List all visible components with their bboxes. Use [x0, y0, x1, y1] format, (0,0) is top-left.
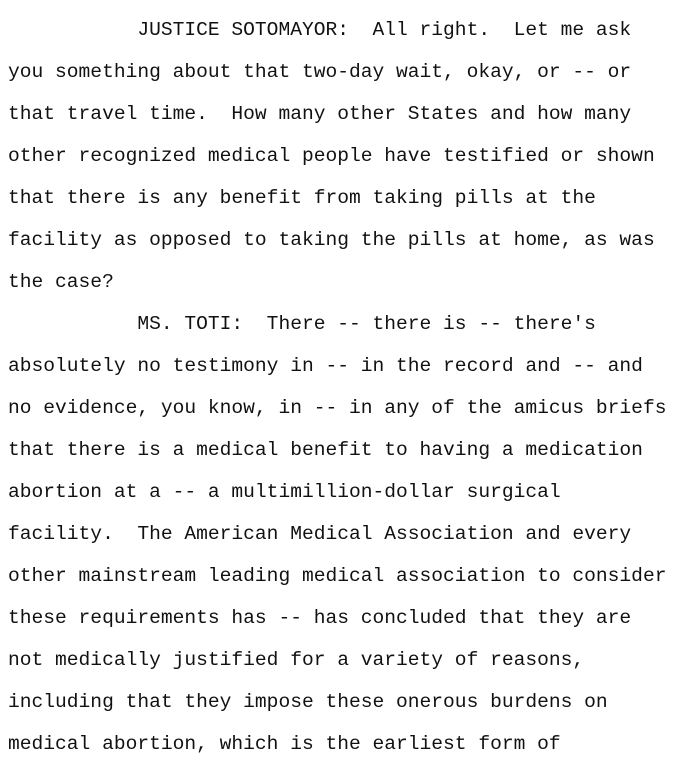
transcript-line: other mainstream leading medical association to consider — [8, 565, 667, 587]
transcript-line: the case? — [8, 271, 114, 293]
transcript-line: you something about that two-day wait, okay, or -- or — [8, 61, 632, 83]
transcript-line: JUSTICE SOTOMAYOR: All right. Let me ask — [8, 19, 632, 41]
transcript-line: no evidence, you know, in -- in any of the amicus briefs — [8, 397, 667, 419]
transcript-line: that there is any benefit from taking pills at the — [8, 187, 596, 209]
transcript-line: medical abortion, which is the earliest form of — [8, 733, 561, 755]
transcript-line: that travel time. How many other States and how many — [8, 103, 632, 125]
transcript-line: facility as opposed to taking the pills at home, as was — [8, 229, 655, 251]
transcript-line: MS. TOTI: There -- there is -- there's — [8, 313, 596, 335]
transcript-line: not medically justified for a variety of reasons, — [8, 649, 585, 671]
transcript-line: including that they impose these onerous burdens on — [8, 691, 608, 713]
transcript-line: these requirements has -- has concluded that they are — [8, 607, 632, 629]
transcript-line: other recognized medical people have testified or shown — [8, 145, 655, 167]
transcript-line: abortion at a -- a multimillion-dollar surgical — [8, 481, 561, 503]
transcript-line: absolutely no testimony in -- in the record and -- and — [8, 355, 643, 377]
transcript-line: that there is a medical benefit to having a medication — [8, 439, 643, 461]
transcript-page — [8, 9, 673, 765]
transcript-line: facility. The American Medical Association and every — [8, 523, 632, 545]
